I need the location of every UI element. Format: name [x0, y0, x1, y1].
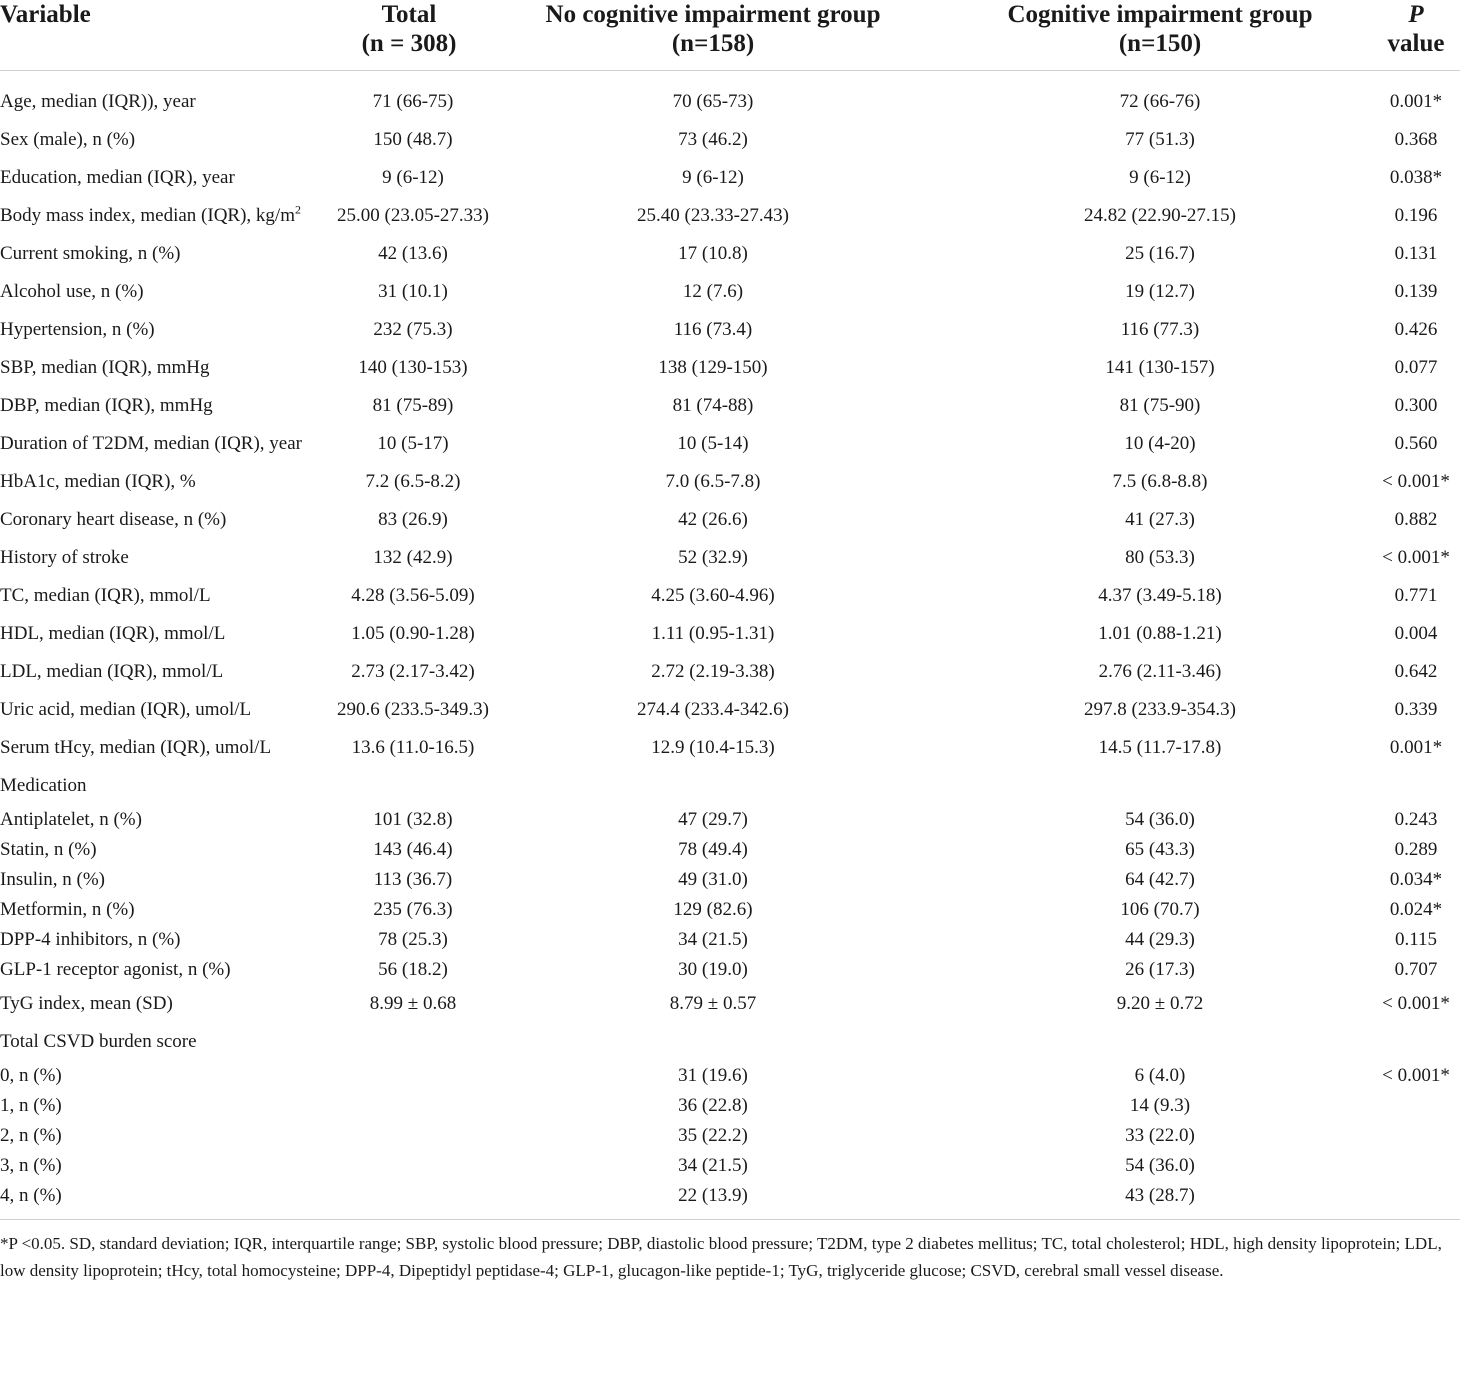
table-row	[0, 121, 1460, 159]
cell-no-cognitive-impairment: 8.79 ± 0.57	[669, 993, 757, 1014]
table-row	[0, 1023, 1460, 1061]
cell-variable: History of stroke	[0, 547, 129, 568]
cell-variable: Antiplatelet, n (%)	[0, 809, 142, 830]
cell-cognitive-impairment: 6 (4.0)	[1134, 1065, 1186, 1086]
cell-cognitive-impairment: 26 (17.3)	[1125, 959, 1195, 980]
cell-p-value: 0.077	[1394, 357, 1438, 378]
cell-p-value: 0.339	[1394, 699, 1438, 720]
table-row	[0, 235, 1460, 273]
cell-total: 235 (76.3)	[373, 899, 453, 920]
cell-cognitive-impairment: 77 (51.3)	[1125, 129, 1195, 150]
cell-no-cognitive-impairment	[514, 1023, 934, 1061]
cell-total: 101 (32.8)	[373, 809, 453, 830]
cell-no-cognitive-impairment: 9 (6-12)	[682, 167, 744, 188]
cell-total	[318, 1151, 514, 1181]
table-row	[0, 1181, 1460, 1219]
cell-cognitive-impairment: 1.01 (0.88-1.21)	[1098, 623, 1222, 644]
cell-cognitive-impairment: 81 (75-90)	[1119, 395, 1201, 416]
cell-variable: Alcohol use, n (%)	[0, 281, 144, 302]
cell-cognitive-impairment: 19 (12.7)	[1125, 281, 1195, 302]
cell-variable: TyG index, mean (SD)	[0, 993, 173, 1014]
cell-no-cognitive-impairment: 36 (22.8)	[678, 1095, 748, 1116]
cell-no-cognitive-impairment: 78 (49.4)	[678, 839, 748, 860]
cell-p-value: 0.004	[1394, 623, 1438, 644]
cell-variable: DBP, median (IQR), mmHg	[0, 395, 213, 416]
header-cognitive-impairment: Cognitive impairment group (n=150)	[934, 0, 1372, 71]
cell-no-cognitive-impairment: 2.72 (2.19-3.38)	[651, 661, 775, 682]
cell-no-cognitive-impairment: 47 (29.7)	[678, 809, 748, 830]
cell-cognitive-impairment: 33 (22.0)	[1125, 1125, 1195, 1146]
cell-no-cognitive-impairment: 12 (7.6)	[682, 281, 744, 302]
cell-total	[318, 1181, 514, 1219]
cell-p-value: 0.426	[1394, 319, 1438, 340]
header-row	[0, 0, 1460, 71]
cell-total: 2.73 (2.17-3.42)	[351, 661, 475, 682]
cell-p-value	[1372, 1091, 1460, 1121]
cell-no-cognitive-impairment: 52 (32.9)	[678, 547, 748, 568]
superscript: 2	[295, 202, 301, 217]
cell-variable: 2, n (%)	[0, 1125, 62, 1146]
cell-variable: Education, median (IQR), year	[0, 167, 235, 188]
cell-p-value	[1372, 1121, 1460, 1151]
cell-variable: 1, n (%)	[0, 1095, 62, 1116]
table-body	[0, 71, 1460, 1220]
cell-p-value: 0.139	[1394, 281, 1438, 302]
cell-variable: Hypertension, n (%)	[0, 319, 155, 340]
cell-variable: Sex (male), n (%)	[0, 129, 136, 150]
cell-p-value: 0.001*	[1389, 737, 1443, 758]
cell-cognitive-impairment: 72 (66-76)	[1119, 91, 1201, 112]
cell-cognitive-impairment: 4.37 (3.49-5.18)	[1098, 585, 1222, 606]
cell-total	[318, 767, 514, 805]
cell-no-cognitive-impairment: 129 (82.6)	[673, 899, 753, 920]
table-row	[0, 501, 1460, 539]
cell-total: 132 (42.9)	[373, 547, 453, 568]
cell-no-cognitive-impairment: 7.0 (6.5-7.8)	[665, 471, 761, 492]
table-row	[0, 805, 1460, 835]
table-row	[0, 895, 1460, 925]
cell-total: 232 (75.3)	[373, 319, 453, 340]
cell-cognitive-impairment: 65 (43.3)	[1125, 839, 1195, 860]
table-header	[0, 0, 1460, 71]
table-row	[0, 273, 1460, 311]
cell-variable: LDL, median (IQR), mmol/L	[0, 661, 224, 682]
cell-no-cognitive-impairment: 22 (13.9)	[678, 1185, 748, 1206]
cell-cognitive-impairment: 10 (4-20)	[1124, 433, 1196, 454]
cell-total: 25.00 (23.05-27.33)	[337, 205, 489, 226]
cell-cognitive-impairment: 14 (9.3)	[1129, 1095, 1191, 1116]
table-footnote: *P <0.05. SD, standard deviation; IQR, interquartile range; SBP, systolic blood pressure; DBP, diastolic blood pressure; T2DM, type 2 diabetes mellitus; TC, total cholesterol; HDL, high density lipoprotein; LDL, low density lipoprotein; tHcy, total homocysteine; DPP-4, Dipeptidyl peptidase-4; GLP-1, glucagon-like peptide-1; TyG, triglyceride glucose; CSVD, cerebral small vessel disease.	[0, 1219, 1460, 1284]
cell-variable: Metformin, n (%)	[0, 899, 135, 920]
cell-p-value: 0.560	[1394, 433, 1438, 454]
table-row	[0, 729, 1460, 767]
cell-variable: 0, n (%)	[0, 1065, 62, 1086]
cell-cognitive-impairment: 43 (28.7)	[1125, 1185, 1195, 1206]
cell-variable: HbA1c, median (IQR), %	[0, 471, 196, 492]
cell-p-value: 0.707	[1394, 959, 1438, 980]
cell-no-cognitive-impairment: 81 (74-88)	[672, 395, 754, 416]
table-row	[0, 71, 1460, 122]
cell-variable: Current smoking, n (%)	[0, 243, 181, 264]
cell-variable: Coronary heart disease, n (%)	[0, 509, 227, 530]
cell-total: 10 (5-17)	[377, 433, 449, 454]
table-row	[0, 1151, 1460, 1181]
cell-p-value: 0.771	[1394, 585, 1438, 606]
cell-variable: TC, median (IQR), mmol/L	[0, 585, 211, 606]
cell-variable: Age, median (IQR)), year	[0, 91, 196, 112]
cell-no-cognitive-impairment: 17 (10.8)	[678, 243, 748, 264]
table-row	[0, 615, 1460, 653]
cell-variable: Medication	[0, 775, 87, 796]
cell-p-value: 0.038*	[1389, 167, 1443, 188]
cell-total: 290.6 (233.5-349.3)	[337, 699, 489, 720]
cell-total: 13.6 (11.0-16.5)	[351, 737, 475, 758]
cell-p-value	[1372, 767, 1460, 805]
cell-p-value: 0.243	[1394, 809, 1438, 830]
cell-total: 42 (13.6)	[378, 243, 448, 264]
cell-p-value: < 0.001*	[1382, 471, 1450, 492]
cell-variable: DPP-4 inhibitors, n (%)	[0, 929, 181, 950]
table-row	[0, 577, 1460, 615]
cell-total	[318, 1121, 514, 1151]
table-row	[0, 197, 1460, 235]
cell-cognitive-impairment: 9 (6-12)	[1129, 167, 1191, 188]
cell-total: 8.99 ± 0.68	[369, 993, 457, 1014]
cell-cognitive-impairment: 2.76 (2.11-3.46)	[1098, 661, 1222, 682]
cell-cognitive-impairment: 54 (36.0)	[1125, 1155, 1195, 1176]
cell-p-value: 0.642	[1394, 661, 1438, 682]
cell-p-value: 0.024*	[1389, 899, 1443, 920]
cell-p-value: 0.115	[1394, 929, 1438, 950]
cell-cognitive-impairment	[934, 767, 1372, 805]
cell-no-cognitive-impairment: 49 (31.0)	[678, 869, 748, 890]
cell-variable: 4, n (%)	[0, 1185, 62, 1206]
cell-no-cognitive-impairment: 1.11 (0.95-1.31)	[651, 623, 775, 644]
cell-p-value: 0.001*	[1389, 91, 1443, 112]
table-row	[0, 985, 1460, 1023]
cell-cognitive-impairment: 7.5 (6.8-8.8)	[1112, 471, 1208, 492]
cell-total	[318, 1023, 514, 1061]
cell-cognitive-impairment	[934, 1023, 1372, 1061]
cell-variable: Statin, n (%)	[0, 839, 97, 860]
cell-total: 113 (36.7)	[373, 869, 453, 890]
table-row	[0, 691, 1460, 729]
header-p-value: P value	[1372, 0, 1460, 71]
cell-total: 83 (26.9)	[378, 509, 448, 530]
cell-cognitive-impairment: 106 (70.7)	[1120, 899, 1200, 920]
cell-variable: 3, n (%)	[0, 1155, 62, 1176]
cell-variable: Insulin, n (%)	[0, 869, 106, 890]
cell-total: 78 (25.3)	[378, 929, 448, 950]
cell-p-value: < 0.001*	[1382, 1065, 1450, 1086]
cell-p-value	[1372, 1181, 1460, 1219]
cell-p-value	[1372, 1023, 1460, 1061]
cell-total: 150 (48.7)	[373, 129, 453, 150]
cell-total: 71 (66-75)	[372, 91, 454, 112]
cell-total: 9 (6-12)	[382, 167, 444, 188]
cell-total: 143 (46.4)	[373, 839, 453, 860]
cell-no-cognitive-impairment: 12.9 (10.4-15.3)	[651, 737, 775, 758]
cell-no-cognitive-impairment: 31 (19.6)	[678, 1065, 748, 1086]
table-row	[0, 1091, 1460, 1121]
cell-total: 4.28 (3.56-5.09)	[351, 585, 475, 606]
table-row	[0, 653, 1460, 691]
cell-variable: Uric acid, median (IQR), umol/L	[0, 699, 252, 720]
cell-no-cognitive-impairment: 34 (21.5)	[678, 1155, 748, 1176]
cell-cognitive-impairment: 116 (77.3)	[1120, 319, 1200, 340]
cell-no-cognitive-impairment: 138 (129-150)	[658, 357, 768, 378]
table-row	[0, 387, 1460, 425]
cell-p-value: 0.300	[1394, 395, 1438, 416]
cell-no-cognitive-impairment: 4.25 (3.60-4.96)	[651, 585, 775, 606]
cell-no-cognitive-impairment: 42 (26.6)	[678, 509, 748, 530]
cell-variable: GLP-1 receptor agonist, n (%)	[0, 959, 231, 980]
cell-total: 56 (18.2)	[378, 959, 448, 980]
cell-p-value: 0.882	[1394, 509, 1438, 530]
cell-p-value: < 0.001*	[1382, 993, 1450, 1014]
cell-p-value: 0.368	[1394, 129, 1438, 150]
cell-no-cognitive-impairment: 30 (19.0)	[678, 959, 748, 980]
cell-total	[318, 1091, 514, 1121]
cell-total: 31 (10.1)	[378, 281, 448, 302]
cell-variable: SBP, median (IQR), mmHg	[0, 357, 210, 378]
cell-no-cognitive-impairment: 25.40 (23.33-27.43)	[637, 205, 789, 226]
table-row	[0, 539, 1460, 577]
cell-no-cognitive-impairment: 10 (5-14)	[677, 433, 749, 454]
cell-variable: Body mass index, median (IQR), $kg/m^2$	[0, 202, 301, 226]
cell-no-cognitive-impairment: 34 (21.5)	[678, 929, 748, 950]
table-row	[0, 955, 1460, 985]
cell-p-value: 0.196	[1394, 205, 1438, 226]
header-no-cognitive-impairment: No cognitive impairment group (n=158)	[514, 0, 934, 71]
cell-cognitive-impairment: 9.20 ± 0.72	[1116, 993, 1204, 1014]
cell-total: 7.2 (6.5-8.2)	[365, 471, 461, 492]
table-row	[0, 349, 1460, 387]
cell-total: 81 (75-89)	[372, 395, 454, 416]
cell-p-value: 0.131	[1394, 243, 1438, 264]
table-row	[0, 1061, 1460, 1091]
table-row	[0, 463, 1460, 501]
cell-total: 140 (130-153)	[358, 357, 468, 378]
table-row	[0, 865, 1460, 895]
cell-p-value: 0.289	[1394, 839, 1438, 860]
table-row	[0, 1121, 1460, 1151]
cell-total	[318, 1061, 514, 1091]
cell-cognitive-impairment: 14.5 (11.7-17.8)	[1098, 737, 1222, 758]
cell-cognitive-impairment: 54 (36.0)	[1125, 809, 1195, 830]
table-row	[0, 159, 1460, 197]
cell-variable: Total CSVD burden score	[0, 1031, 197, 1052]
cell-cognitive-impairment: 80 (53.3)	[1125, 547, 1195, 568]
cell-cognitive-impairment: 297.8 (233.9-354.3)	[1084, 699, 1236, 720]
cell-cognitive-impairment: 64 (42.7)	[1125, 869, 1195, 890]
cell-variable: HDL, median (IQR), mmol/L	[0, 623, 226, 644]
cell-no-cognitive-impairment: 116 (73.4)	[673, 319, 753, 340]
table-row	[0, 767, 1460, 805]
cell-variable: Serum tHcy, median (IQR), umol/L	[0, 737, 272, 758]
cell-no-cognitive-impairment	[514, 767, 934, 805]
cell-total: 1.05 (0.90-1.28)	[351, 623, 475, 644]
cell-cognitive-impairment: 41 (27.3)	[1125, 509, 1195, 530]
table-row	[0, 425, 1460, 463]
table-row	[0, 835, 1460, 865]
header-total: Total (n = 308)	[318, 0, 514, 71]
cell-cognitive-impairment: 141 (130-157)	[1105, 357, 1215, 378]
cell-no-cognitive-impairment: 35 (22.2)	[678, 1125, 748, 1146]
cell-cognitive-impairment: 24.82 (22.90-27.15)	[1084, 205, 1236, 226]
cell-cognitive-impairment: 44 (29.3)	[1125, 929, 1195, 950]
cell-no-cognitive-impairment: 274.4 (233.4-342.6)	[637, 699, 789, 720]
table-row	[0, 311, 1460, 349]
cell-no-cognitive-impairment: 70 (65-73)	[672, 91, 754, 112]
cell-p-value: < 0.001*	[1382, 547, 1450, 568]
table-row	[0, 925, 1460, 955]
cell-cognitive-impairment: 25 (16.7)	[1125, 243, 1195, 264]
cell-no-cognitive-impairment: 73 (46.2)	[678, 129, 748, 150]
header-variable: Variable	[0, 0, 318, 71]
cell-p-value	[1372, 1151, 1460, 1181]
cell-p-value: 0.034*	[1389, 869, 1443, 890]
cell-variable: Duration of T2DM, median (IQR), year	[0, 433, 302, 454]
